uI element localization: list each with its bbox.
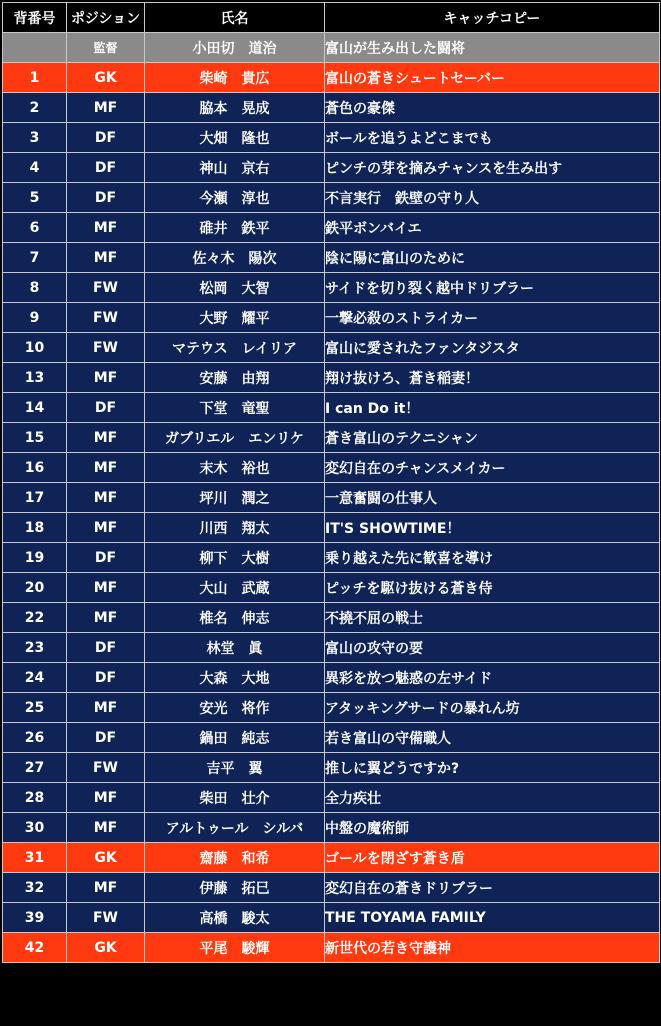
player-position: GK bbox=[67, 933, 145, 963]
header-row bbox=[3, 3, 660, 33]
player-catchcopy: THE TOYAMA FAMILY bbox=[325, 903, 660, 933]
player-name: 吉平 翼 bbox=[145, 753, 325, 783]
player-name: 坪川 潤之 bbox=[145, 483, 325, 513]
player-position: DF bbox=[67, 393, 145, 423]
table-row bbox=[3, 213, 660, 243]
player-number: 13 bbox=[3, 363, 67, 393]
header-catchcopy: キャッチコピー bbox=[325, 3, 660, 33]
player-catchcopy: 変幻自在のチャンスメイカー bbox=[325, 453, 660, 483]
player-name: アルトゥール シルバ bbox=[145, 813, 325, 843]
player-number: 3 bbox=[3, 123, 67, 153]
table-row bbox=[3, 93, 660, 123]
player-name: マテウス レイリア bbox=[145, 333, 325, 363]
player-position: DF bbox=[67, 723, 145, 753]
table-row bbox=[3, 183, 660, 213]
table-row bbox=[3, 573, 660, 603]
player-position: MF bbox=[67, 813, 145, 843]
player-name: 齋藤 和希 bbox=[145, 843, 325, 873]
player-number: 23 bbox=[3, 633, 67, 663]
table-row bbox=[3, 753, 660, 783]
player-name: 柴崎 貴広 bbox=[145, 63, 325, 93]
player-name: 脇本 晃成 bbox=[145, 93, 325, 123]
player-catchcopy: I can Do it！ bbox=[325, 393, 660, 423]
player-position: DF bbox=[67, 183, 145, 213]
player-number: 39 bbox=[3, 903, 67, 933]
player-number: 7 bbox=[3, 243, 67, 273]
player-catchcopy: ピッチを駆け抜ける蒼き侍 bbox=[325, 573, 660, 603]
coach-catchcopy: 富山が生み出した闘将 bbox=[325, 33, 660, 63]
player-catchcopy: サイドを切り裂く越中ドリブラー bbox=[325, 273, 660, 303]
player-position: MF bbox=[67, 243, 145, 273]
player-position: FW bbox=[67, 333, 145, 363]
table-row bbox=[3, 723, 660, 753]
player-position: FW bbox=[67, 273, 145, 303]
player-name: 大畑 隆也 bbox=[145, 123, 325, 153]
player-catchcopy: 富山に愛されたファンタジスタ bbox=[325, 333, 660, 363]
player-number: 8 bbox=[3, 273, 67, 303]
table-row bbox=[3, 273, 660, 303]
player-name: 椎名 伸志 bbox=[145, 603, 325, 633]
player-catchcopy: 異彩を放つ魅惑の左サイド bbox=[325, 663, 660, 693]
player-name: 碓井 鉄平 bbox=[145, 213, 325, 243]
table-row bbox=[3, 543, 660, 573]
player-number: 14 bbox=[3, 393, 67, 423]
player-name: 安藤 由翔 bbox=[145, 363, 325, 393]
table-row bbox=[3, 513, 660, 543]
player-position: DF bbox=[67, 663, 145, 693]
player-position: MF bbox=[67, 213, 145, 243]
player-position: GK bbox=[67, 63, 145, 93]
player-catchcopy: ボールを追うよどこまでも bbox=[325, 123, 660, 153]
player-catchcopy: 蒼き富山のテクニシャン bbox=[325, 423, 660, 453]
player-name: 松岡 大智 bbox=[145, 273, 325, 303]
player-catchcopy: 推しに翼どうですか? bbox=[325, 753, 660, 783]
player-name: 伊藤 拓巳 bbox=[145, 873, 325, 903]
player-catchcopy: アタッキングサードの暴れん坊 bbox=[325, 693, 660, 723]
player-number: 30 bbox=[3, 813, 67, 843]
coach-role: 監督 bbox=[67, 33, 145, 63]
player-catchcopy: 全力疾壮 bbox=[325, 783, 660, 813]
player-name: 大森 大地 bbox=[145, 663, 325, 693]
player-number: 4 bbox=[3, 153, 67, 183]
player-number: 16 bbox=[3, 453, 67, 483]
table-row bbox=[3, 123, 660, 153]
player-position: MF bbox=[67, 363, 145, 393]
player-name: 川西 翔太 bbox=[145, 513, 325, 543]
player-position: FW bbox=[67, 753, 145, 783]
player-number: 17 bbox=[3, 483, 67, 513]
player-position: DF bbox=[67, 123, 145, 153]
player-catchcopy: 翔け抜けろ、蒼き稲妻！ bbox=[325, 363, 660, 393]
player-name: 大山 武蔵 bbox=[145, 573, 325, 603]
table-row bbox=[3, 663, 660, 693]
player-name: 佐々木 陽次 bbox=[145, 243, 325, 273]
player-position: DF bbox=[67, 543, 145, 573]
player-position: MF bbox=[67, 93, 145, 123]
player-catchcopy: 一撃必殺のストライカー bbox=[325, 303, 660, 333]
table-row bbox=[3, 303, 660, 333]
player-catchcopy: 富山の攻守の要 bbox=[325, 633, 660, 663]
player-number: 19 bbox=[3, 543, 67, 573]
header-position: ポジション bbox=[67, 3, 145, 33]
coach-number bbox=[3, 33, 67, 63]
table-row bbox=[3, 633, 660, 663]
table-row bbox=[3, 693, 660, 723]
table-row bbox=[3, 453, 660, 483]
player-name: 末木 裕也 bbox=[145, 453, 325, 483]
player-name: 今瀬 淳也 bbox=[145, 183, 325, 213]
player-number: 2 bbox=[3, 93, 67, 123]
player-catchcopy: 蒼色の豪傑 bbox=[325, 93, 660, 123]
player-catchcopy: 乗り越えた先に歓喜を導け bbox=[325, 543, 660, 573]
table-row bbox=[3, 873, 660, 903]
table-row bbox=[3, 603, 660, 633]
player-position: FW bbox=[67, 303, 145, 333]
player-name: 平尾 駿輝 bbox=[145, 933, 325, 963]
player-number: 5 bbox=[3, 183, 67, 213]
player-catchcopy: ピンチの芽を摘みチャンスを生み出す bbox=[325, 153, 660, 183]
player-number: 18 bbox=[3, 513, 67, 543]
table-row bbox=[3, 423, 660, 453]
player-position: MF bbox=[67, 453, 145, 483]
table-row bbox=[3, 63, 660, 93]
table-row bbox=[3, 933, 660, 963]
table-row bbox=[3, 243, 660, 273]
table-row bbox=[3, 363, 660, 393]
player-name: ガブリエル エンリケ bbox=[145, 423, 325, 453]
player-catchcopy: 不言実行 鉄壁の守り人 bbox=[325, 183, 660, 213]
player-catchcopy: 中盤の魔術師 bbox=[325, 813, 660, 843]
player-number: 42 bbox=[3, 933, 67, 963]
player-catchcopy: 陰に陽に富山のために bbox=[325, 243, 660, 273]
coach-row bbox=[3, 33, 660, 63]
player-catchcopy: IT'S SHOWTIME！ bbox=[325, 513, 660, 543]
player-position: MF bbox=[67, 783, 145, 813]
player-number: 27 bbox=[3, 753, 67, 783]
coach-name: 小田切 道治 bbox=[145, 33, 325, 63]
player-position: DF bbox=[67, 633, 145, 663]
player-number: 25 bbox=[3, 693, 67, 723]
player-catchcopy: 変幻自在の蒼きドリブラー bbox=[325, 873, 660, 903]
player-number: 22 bbox=[3, 603, 67, 633]
player-number: 20 bbox=[3, 573, 67, 603]
table-row bbox=[3, 483, 660, 513]
player-number: 10 bbox=[3, 333, 67, 363]
table-row bbox=[3, 393, 660, 423]
player-name: 大野 耀平 bbox=[145, 303, 325, 333]
player-catchcopy: 新世代の若き守護神 bbox=[325, 933, 660, 963]
player-number: 9 bbox=[3, 303, 67, 333]
player-catchcopy: 一意奮闘の仕事人 bbox=[325, 483, 660, 513]
header-number: 背番号 bbox=[3, 3, 67, 33]
table-row bbox=[3, 333, 660, 363]
player-catchcopy: 若き富山の守備職人 bbox=[325, 723, 660, 753]
player-position: MF bbox=[67, 873, 145, 903]
player-name: 柳下 大樹 bbox=[145, 543, 325, 573]
player-catchcopy: 不撓不屈の戦士 bbox=[325, 603, 660, 633]
player-name: 神山 京右 bbox=[145, 153, 325, 183]
table-row bbox=[3, 843, 660, 873]
player-number: 15 bbox=[3, 423, 67, 453]
player-position: MF bbox=[67, 423, 145, 453]
table-row bbox=[3, 153, 660, 183]
player-name: 下堂 竜聖 bbox=[145, 393, 325, 423]
table-row bbox=[3, 813, 660, 843]
table-row bbox=[3, 903, 660, 933]
player-number: 32 bbox=[3, 873, 67, 903]
player-name: 林堂 眞 bbox=[145, 633, 325, 663]
player-number: 28 bbox=[3, 783, 67, 813]
player-number: 26 bbox=[3, 723, 67, 753]
roster-table bbox=[2, 2, 660, 963]
header-name: 氏名 bbox=[145, 3, 325, 33]
player-number: 1 bbox=[3, 63, 67, 93]
player-name: 安光 将作 bbox=[145, 693, 325, 723]
player-position: MF bbox=[67, 693, 145, 723]
player-position: GK bbox=[67, 843, 145, 873]
table-row bbox=[3, 783, 660, 813]
player-number: 24 bbox=[3, 663, 67, 693]
player-position: MF bbox=[67, 513, 145, 543]
player-name: 鍋田 純志 bbox=[145, 723, 325, 753]
player-position: MF bbox=[67, 603, 145, 633]
player-name: 柴田 壮介 bbox=[145, 783, 325, 813]
player-number: 31 bbox=[3, 843, 67, 873]
player-position: FW bbox=[67, 903, 145, 933]
player-position: DF bbox=[67, 153, 145, 183]
player-name: 高橋 駿太 bbox=[145, 903, 325, 933]
player-position: MF bbox=[67, 573, 145, 603]
player-catchcopy: ゴールを閉ざす蒼き盾 bbox=[325, 843, 660, 873]
player-catchcopy: 鉄平ボンバイエ bbox=[325, 213, 660, 243]
player-catchcopy: 富山の蒼きシュートセーバー bbox=[325, 63, 660, 93]
player-number: 6 bbox=[3, 213, 67, 243]
player-position: MF bbox=[67, 483, 145, 513]
